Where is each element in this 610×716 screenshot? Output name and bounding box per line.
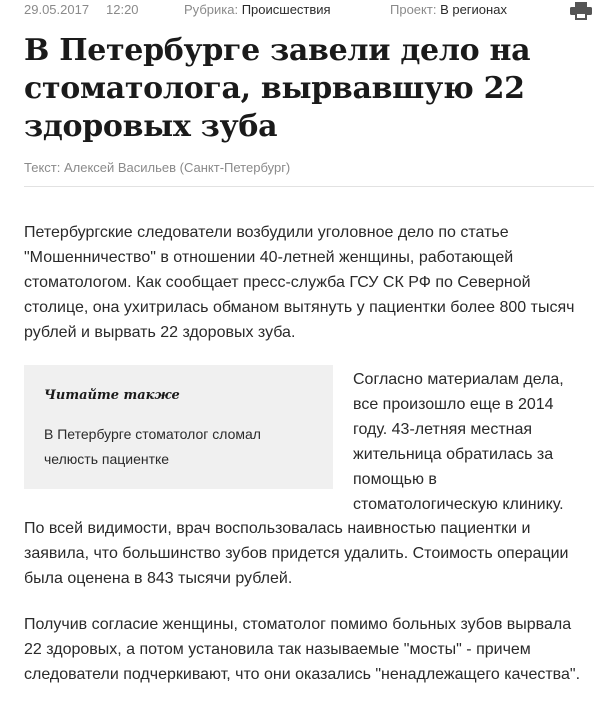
article-paragraph-1: Петербургские следователи возбудили уголовное дело по статье "Мошенничество" в отношении 40-летней женщины, работающей стоматологом. Как сообщает пресс-служба ГСУ СК РФ по Северной столице, она ухитрилась обманом вытянуть у пациентки более 800 тысяч рублей и вырвать 22 здоровых зуба. [24, 224, 575, 341]
publish-date: 29.05.2017 [24, 2, 90, 17]
article-meta-bar [24, 0, 604, 22]
project-label: Проект: [390, 2, 437, 17]
see-also-link[interactable]: В Петербурге стоматолог сломал челюсть пациентке [44, 426, 261, 467]
article-title: В Петербурге завели дело на стоматолога, вырвавшую 22 здоровых зуба [24, 33, 531, 144]
article-byline: Текст: Алексей Васильев (Санкт-Петербург) [24, 160, 291, 175]
article-paragraph-2: По всей видимости, врач воспользовалась наивностью пациентки и заявила, что большинство зубов придется удалить. Стоимость операции была оценена в 843 тысячи рублей. [24, 520, 569, 587]
publish-time: 12:20 [106, 2, 139, 17]
see-also-box [24, 365, 333, 489]
article-paragraph-2-side: Согласно материалам дела, все произошло еще в 2014 году. 43-летняя местная жительница обратилась за помощью в стоматологическую клинику. [353, 371, 564, 513]
printer-icon[interactable] [570, 2, 592, 20]
divider [24, 186, 594, 187]
article-paragraph-3: Получив согласие женщины, стоматолог помимо больных зубов вырвала 22 здоровых, а потом установила так называемые "мосты" - причем следователи подчеркивают, что они оказались "ненадлежащего качества". [24, 616, 581, 683]
rubric-link[interactable]: Происшествия [241, 2, 331, 17]
project [390, 1, 507, 19]
rubric [184, 1, 331, 19]
project-link[interactable]: В регионах [440, 2, 507, 17]
rubric-label: Рубрика: [184, 2, 239, 17]
see-also-title: Читайте также [44, 388, 180, 403]
